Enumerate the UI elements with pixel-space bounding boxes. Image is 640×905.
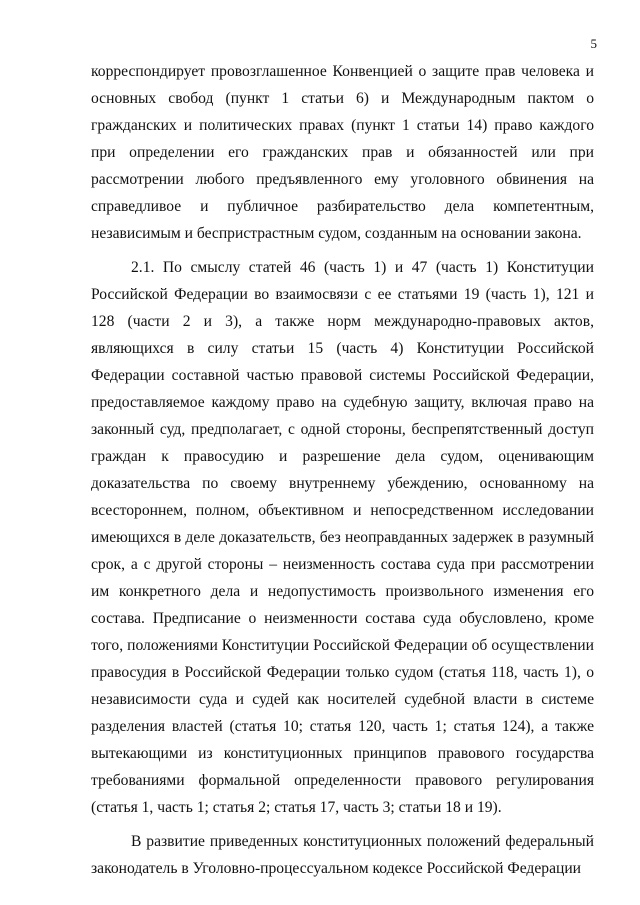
- document-body: [91, 58, 594, 882]
- paragraph-continued: корреспондирует провозглашенное Конвенцией о защите прав человека и основных свобод (пункт 1 статьи 6) и Международным пактом о гражданских и политических правах (пункт 1 статьи 14) право каждого при определении его гражданских прав и обязанностей или при рассмотрении любого предъявленного ему уголовного обвинения на справедливое и публичное разбирательство дела компетентным, независимым и беспристрастным судом, созданным на основании закона.: [91, 63, 594, 242]
- page-number: 5: [590, 36, 597, 51]
- paragraph-2-1: 2.1. По смыслу статей 46 (часть 1) и 47 (часть 1) Конституции Российской Федерации во взаимосвязи с ее статьями 19 (часть 1), 121 и 128 (части 2 и 3), а также норм международно-правовых актов, являющихся в силу статьи 15 (часть 4) Конституции Российской Федерации составной частью правовой системы Российской Федерации, предоставляемое каждому право на судебную защиту, включая право на законный суд, предполагает, с одной стороны, беспрепятственный доступ граждан к правосудию и разрешение дела судом, оценивающим доказательства по своему внутреннему убеждению, основанному на всестороннем, полном, объективном и непосредственном исследовании имеющихся в деле доказательств, без неоправданных задержек в разумный срок, а с другой стороны – неизменность состава суда при рассмотрении им конкретного дела и недопустимость произвольного изменения его состава. Предписание о неизменности состава суда обусловлено, кроме того, положениями Конституции Российской Федерации об осуществлении правосудия в Российской Федерации только судом (статья 118, часть 1), о независимости суда и судей как носителей судебной власти в системе разделения властей (статья 10; статья 120, часть 1; статья 124), а также вытекающими из конституционных принципов правового государства требованиями формальной определенности правового регулирования (статья 1, часть 1; статья 2; статья 17, часть 3; статьи 18 и 19).: [91, 259, 594, 816]
- paragraph-development: В развитие приведенных конституционных положений федеральный законодатель в Уголовно-процессуальном кодексе Российской Федерации: [91, 833, 594, 877]
